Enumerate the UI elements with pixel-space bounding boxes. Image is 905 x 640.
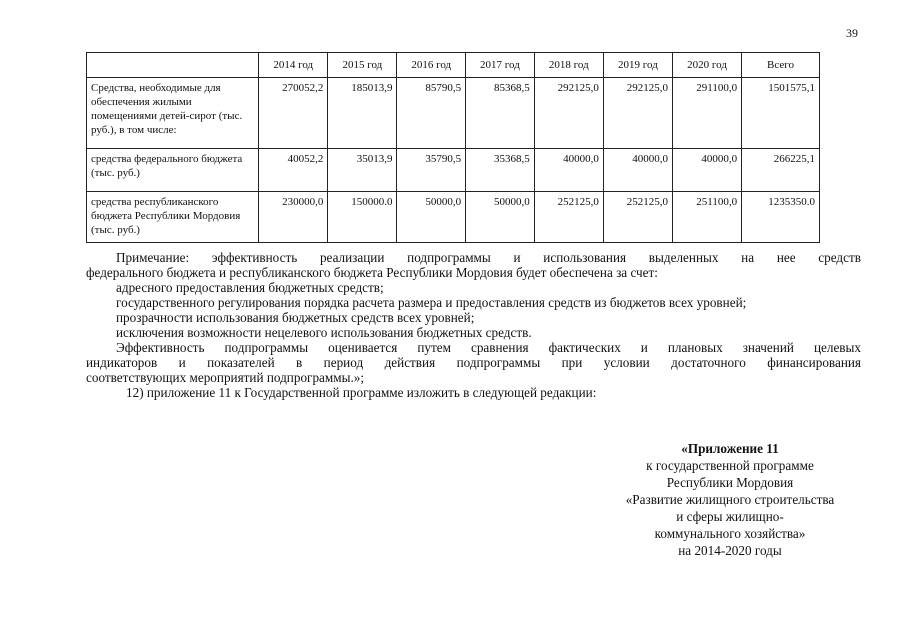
table-cell: 50000,0 [397,192,466,243]
table-cell: 40000,0 [534,149,603,192]
budget-table [86,52,820,243]
table-cell: 185013,9 [328,78,397,149]
row-label: Средства, необходимые для обеспечения жилыми помещениями детей-сирот (тыс. руб.), в том числе: [87,78,259,149]
appendix-line: к государственной программе [646,458,814,473]
table-cell: 150000.0 [328,192,397,243]
table-cell: 50000,0 [466,192,535,243]
table-header-cell: 2020 год [673,53,742,78]
table-cell: 292125,0 [534,78,603,149]
table-cell: 230000,0 [259,192,328,243]
list-item: исключения возможности нецелевого использования бюджетных средств. [116,325,532,340]
table-cell: 291100,0 [673,78,742,149]
table-header-cell [87,53,259,78]
efficiency-line: Эффективность подпрограммы оценивается путем сравнения фактических и плановых значений целевых [116,340,861,355]
table-row [87,78,820,149]
list-item: адресного предоставления бюджетных средств; [116,280,384,295]
table-cell: 1235350.0 [742,192,820,243]
table-header-row [87,53,820,78]
table-cell: 252125,0 [534,192,603,243]
appendix-line: «Развитие жилищного строительства [625,492,835,507]
table-cell: 251100,0 [673,192,742,243]
list-item: государственного регулирования порядка расчета размера и предоставления средств из бюджетов всех уровней; [116,295,747,310]
table-cell: 292125,0 [603,78,672,149]
table-header-cell: 2016 год [397,53,466,78]
table-header-cell: 2017 год [466,53,535,78]
table-header-cell: 2019 год [603,53,672,78]
table-cell: 266225,1 [742,149,820,192]
note-block [86,250,861,400]
appendix-line: на 2014-2020 годы [678,543,782,558]
table-cell: 35013,9 [328,149,397,192]
list-item: прозрачности использования бюджетных средств всех уровней; [116,310,475,325]
appendix-line: коммунального хозяйства» [654,526,806,541]
table-cell: 40000,0 [673,149,742,192]
page-number: 39 [846,26,858,40]
appendix-line: и сферы жилищно- [676,509,784,524]
table-cell: 85790,5 [397,78,466,149]
table-row [87,192,820,243]
point-12: 12) приложение 11 к Государственной программе изложить в следующей редакции: [126,385,597,400]
table-row [87,149,820,192]
efficiency-line: соответствующих мероприятий подпрограммы.»; [86,370,365,385]
table-cell: 35790,5 [397,149,466,192]
table-header-cell: 2014 год [259,53,328,78]
table-cell: 40000,0 [603,149,672,192]
table-cell: 270052,2 [259,78,328,149]
table-cell: 85368,5 [466,78,535,149]
table-header-cell: 2015 год [328,53,397,78]
note-line: Примечание: эффективность реализации подпрограммы и использования выделенных на нее средств [116,250,861,265]
appendix-line: Республики Мордовия [666,475,794,490]
note-line: федерального бюджета и республиканского бюджета Республики Мордовия будет обеспечена за счет: [86,265,658,280]
appendix-title: «Приложение 11 [681,441,779,456]
table-cell: 1501575,1 [742,78,820,149]
efficiency-line: индикаторов и показателей в период действия подпрограммы при условии достаточного финансирования [86,355,861,370]
appendix-heading [600,440,860,559]
table-header-cell: Всего [742,53,820,78]
row-label: средства республиканского бюджета Республики Мордовия (тыс. руб.) [87,192,259,243]
table-header-cell: 2018 год [534,53,603,78]
table-cell: 252125,0 [603,192,672,243]
table-cell: 35368,5 [466,149,535,192]
table-cell: 40052,2 [259,149,328,192]
row-label: средства федерального бюджета (тыс. руб.) [87,149,259,192]
